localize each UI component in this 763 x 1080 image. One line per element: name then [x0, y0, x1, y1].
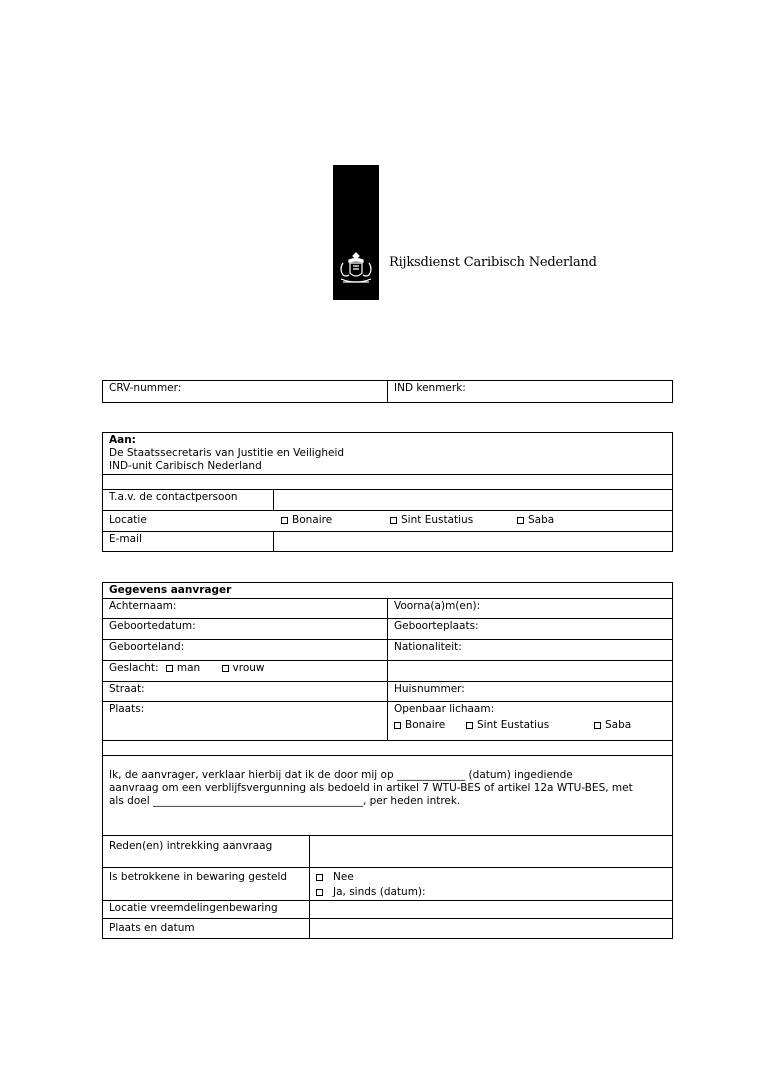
- declaration-block: [103, 756, 673, 836]
- public-body-label: Openbaar lichaam:: [394, 703, 495, 715]
- checkbox-icon[interactable]: [394, 722, 401, 729]
- birthcountry-field[interactable]: [103, 640, 388, 661]
- nationality-field[interactable]: [388, 640, 673, 661]
- organization-name: Rijksdienst Caribisch Nederland: [389, 255, 597, 270]
- place-date-field[interactable]: [310, 919, 673, 939]
- detention-location-field[interactable]: [310, 901, 673, 919]
- birthdate-label: Geboortedatum:: [109, 620, 196, 632]
- custody-option-yes[interactable]: Ja, sinds (datum):: [316, 886, 666, 899]
- place-label: Plaats:: [109, 703, 145, 715]
- surname-label: Achternaam:: [109, 600, 177, 612]
- checkbox-icon[interactable]: [166, 665, 173, 672]
- location-row: [103, 511, 673, 532]
- ind-reference-field[interactable]: [388, 381, 673, 403]
- nationality-label: Nationaliteit:: [394, 641, 462, 653]
- logo-bar: [333, 165, 379, 300]
- reference-table: [102, 380, 673, 403]
- applicant-table: [102, 582, 673, 939]
- birthdate-field[interactable]: [103, 619, 388, 640]
- checkbox-icon[interactable]: [517, 517, 524, 524]
- checkbox-icon[interactable]: [316, 874, 323, 881]
- email-label: E-mail: [103, 532, 274, 552]
- public-body-option-saba[interactable]: Saba: [594, 719, 631, 732]
- street-label: Straat:: [109, 683, 145, 695]
- checkbox-icon[interactable]: [466, 722, 473, 729]
- crv-number-field[interactable]: [103, 381, 388, 403]
- birthplace-field[interactable]: [388, 619, 673, 640]
- gender-row: [103, 661, 388, 682]
- contact-person-label: T.a.v. de contactpersoon: [103, 490, 274, 511]
- surname-field[interactable]: [103, 599, 388, 619]
- addressee-line-1: De Staatssecretaris van Justitie en Veiligheid: [109, 447, 345, 459]
- gender-option-man[interactable]: man: [166, 662, 200, 674]
- email-field[interactable]: [274, 532, 673, 552]
- custody-options: [310, 868, 673, 901]
- declaration-line-3: als doel ________________________________________, per heden intrek.: [109, 795, 461, 807]
- custody-label: Is betrokkene in bewaring gesteld: [103, 868, 310, 901]
- addressee-heading: Aan:: [109, 434, 136, 446]
- place-field[interactable]: [103, 702, 388, 741]
- spacer-row: [103, 475, 673, 490]
- applicant-heading: Gegevens aanvrager: [103, 583, 673, 599]
- firstnames-label: Voorna(a)m(en):: [394, 600, 481, 612]
- street-field[interactable]: [103, 682, 388, 702]
- firstnames-field[interactable]: [388, 599, 673, 619]
- housenumber-field[interactable]: [388, 682, 673, 702]
- crv-number-label: CRV-nummer:: [109, 382, 182, 394]
- custody-option-no[interactable]: Nee: [316, 871, 666, 884]
- birthcountry-label: Geboorteland:: [109, 641, 185, 653]
- housenumber-label: Huisnummer:: [394, 683, 465, 695]
- checkbox-icon[interactable]: [222, 665, 229, 672]
- addressee-line-2: IND-unit Caribisch Nederland: [109, 460, 262, 472]
- public-body-option-bonaire[interactable]: Bonaire: [394, 719, 445, 732]
- checkbox-icon[interactable]: [390, 517, 397, 524]
- ind-reference-label: IND kenmerk:: [394, 382, 466, 394]
- public-body-field: [388, 702, 673, 741]
- contact-person-field[interactable]: [274, 490, 673, 511]
- detention-location-label: Locatie vreemdelingenbewaring: [103, 901, 310, 919]
- addressee-table: [102, 432, 673, 552]
- reasons-field[interactable]: [310, 836, 673, 868]
- birthplace-label: Geboorteplaats:: [394, 620, 479, 632]
- place-date-label: Plaats en datum: [103, 919, 310, 939]
- nationality-extra-field[interactable]: [388, 661, 673, 682]
- gender-option-vrouw[interactable]: vrouw: [222, 662, 265, 674]
- spacer-row: [103, 741, 673, 756]
- location-label: Locatie: [109, 514, 147, 526]
- location-option-sint-eustatius[interactable]: Sint Eustatius: [390, 514, 473, 527]
- reasons-label: Reden(en) intrekking aanvraag: [103, 836, 310, 868]
- checkbox-icon[interactable]: [594, 722, 601, 729]
- checkbox-icon[interactable]: [316, 889, 323, 896]
- gender-label: Geslacht:: [109, 662, 159, 674]
- declaration-line-2: aanvraag om een verblijfsvergunning als bedoeld in artikel 7 WTU-BES of artikel 12a WTU-BES, met: [109, 782, 633, 794]
- location-option-bonaire[interactable]: Bonaire: [281, 514, 332, 527]
- addressee-block: [103, 433, 673, 475]
- checkbox-icon[interactable]: [281, 517, 288, 524]
- declaration-line-1: Ik, de aanvrager, verklaar hierbij dat ik de door mij op _____________ (datum) ingediende: [109, 769, 573, 781]
- location-option-saba[interactable]: Saba: [517, 514, 554, 527]
- royal-coat-of-arms-icon: [337, 251, 375, 287]
- public-body-option-sint-eustatius[interactable]: Sint Eustatius: [466, 719, 549, 732]
